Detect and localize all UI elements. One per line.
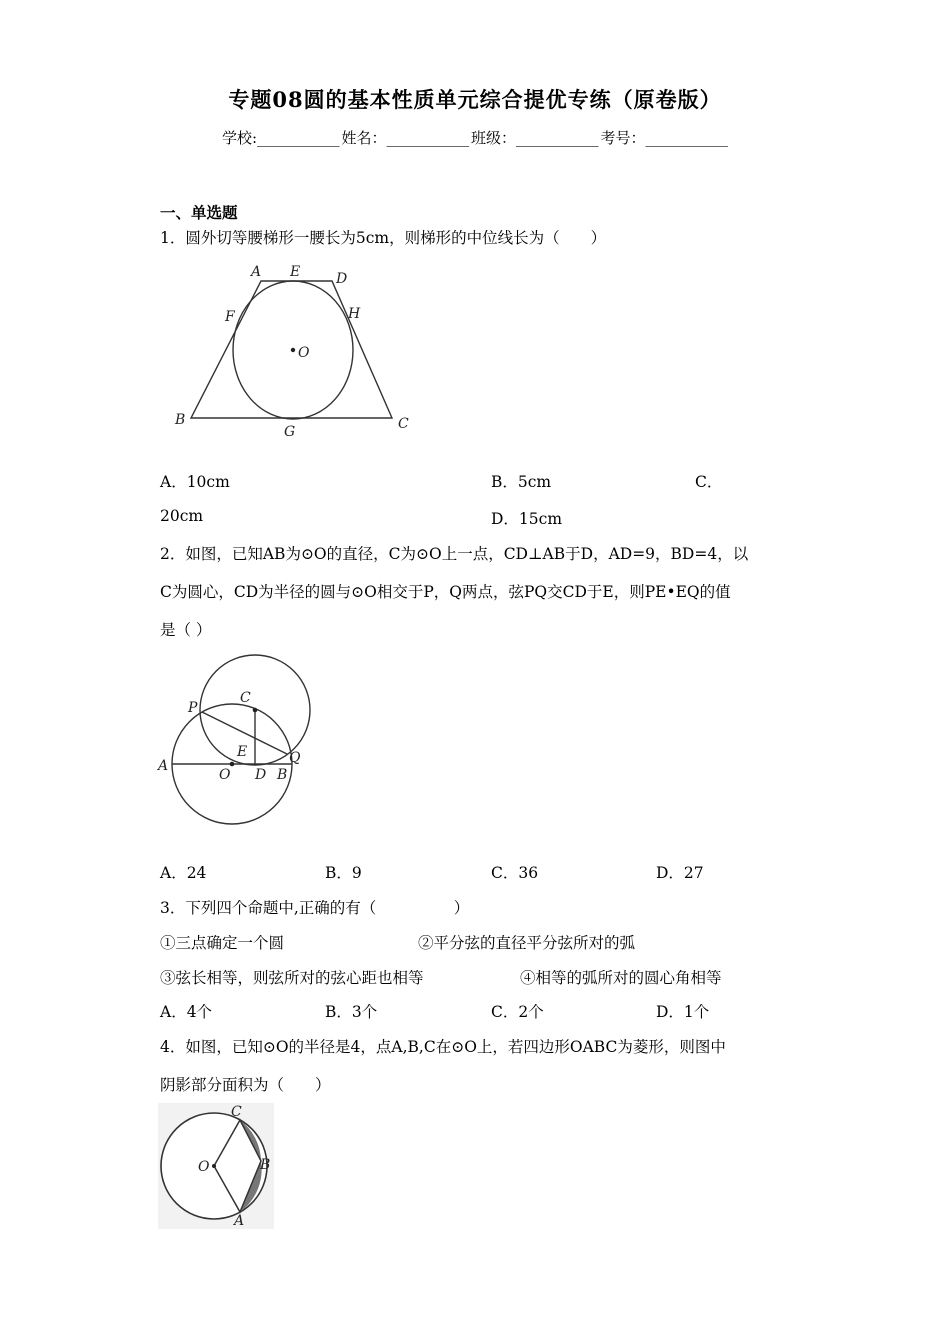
q1-figure <box>170 262 420 442</box>
q3-proposition-3: ③弦长相等，则弦所对的弦心距也相等 <box>160 969 424 987</box>
q1-option-c-value: 20cm <box>160 507 204 525</box>
q2-point-O <box>230 762 235 767</box>
q4-label-A: A <box>234 1213 245 1229</box>
q3-stem: 3．下列四个命题中,正确的有（ ） <box>160 899 470 917</box>
q2-label-B: B <box>277 767 288 783</box>
q2-option-a[interactable]: A．24 <box>160 864 207 882</box>
q3-option-b[interactable]: B．3个 <box>325 1003 378 1021</box>
q1-option-c[interactable]: C． <box>695 473 723 491</box>
q2-stem-line-3: 是（ ） <box>160 621 212 639</box>
q2-figure <box>155 652 315 832</box>
q4-label-C: C <box>231 1104 242 1120</box>
q3-option-a[interactable]: A．4个 <box>160 1003 213 1021</box>
q1-option-d[interactable]: D．15cm <box>491 510 563 528</box>
q4-stem-line-2: 阴影部分面积为（ ） <box>160 1076 331 1094</box>
exam-number-field[interactable]: 考号：___________ <box>600 129 729 147</box>
q4-figure <box>158 1103 278 1233</box>
q1-label-E: E <box>290 264 301 280</box>
q4-label-O: O <box>198 1159 210 1175</box>
q3-proposition-1: ①三点确定一个圆 <box>160 934 285 952</box>
q2-label-C: C <box>240 690 251 706</box>
q2-stem-line-2: C为圆心，CD为半径的圆与⊙O相交于P，Q两点，弦PQ交CD于E，则PE•EQ的值 <box>160 583 731 601</box>
q1-label-C: C <box>398 416 409 432</box>
q1-stem: 1．圆外切等腰梯形一腰长为5cm，则梯形的中位线长为（ ） <box>160 229 607 247</box>
student-info-line <box>0 127 950 148</box>
q1-label-H: H <box>348 306 361 322</box>
q4-point-O <box>212 1164 216 1168</box>
name-field[interactable]: 姓名：___________ <box>341 129 470 147</box>
q2-label-O: O <box>219 767 231 783</box>
q1-label-G: G <box>284 424 296 440</box>
q1-option-b[interactable]: B．5cm <box>491 473 552 491</box>
q3-option-d[interactable]: D．1个 <box>656 1003 710 1021</box>
class-field[interactable]: 班级：___________ <box>471 129 599 147</box>
q4-stem-line-1: 4．如图，已知⊙O的半径是4，点A,B,C在⊙O上，若四边形OABC为菱形，则图中 <box>160 1038 726 1056</box>
q1-label-A: A <box>251 264 262 280</box>
q1-label-O: O <box>298 345 310 361</box>
q1-center-dot <box>291 348 295 352</box>
q4-label-B: B <box>260 1157 271 1173</box>
q1-label-F: F <box>225 309 235 325</box>
school-field[interactable]: 学校:___________ <box>221 129 340 147</box>
q1-label-D: D <box>336 271 348 287</box>
q2-label-E: E <box>237 744 248 760</box>
section-heading: 一、单选题 <box>160 203 238 222</box>
q2-option-c[interactable]: C．36 <box>491 864 539 882</box>
q1-label-B: B <box>175 412 186 428</box>
q2-stem-line-1: 2．如图，已知AB为⊙O的直径，C为⊙O上一点，CD⊥AB于D，AD=9，BD=4，以 <box>160 545 749 563</box>
q1-option-a[interactable]: A．10cm <box>160 473 230 491</box>
q2-option-b[interactable]: B．9 <box>325 864 362 882</box>
q3-proposition-2: ②平分弦的直径平分弦所对的弧 <box>418 934 636 952</box>
q2-point-C <box>253 708 258 713</box>
q2-label-P: P <box>188 700 198 716</box>
q3-proposition-4: ④相等的弧所对的圆心角相等 <box>520 969 722 987</box>
q2-label-A: A <box>158 758 169 774</box>
q2-label-D: D <box>255 767 267 783</box>
page-title: 专题08圆的基本性质单元综合提优专练（原卷版） <box>228 87 722 112</box>
q2-label-Q: Q <box>289 750 301 766</box>
q2-option-d[interactable]: D．27 <box>656 864 704 882</box>
q3-option-c[interactable]: C．2个 <box>491 1003 544 1021</box>
